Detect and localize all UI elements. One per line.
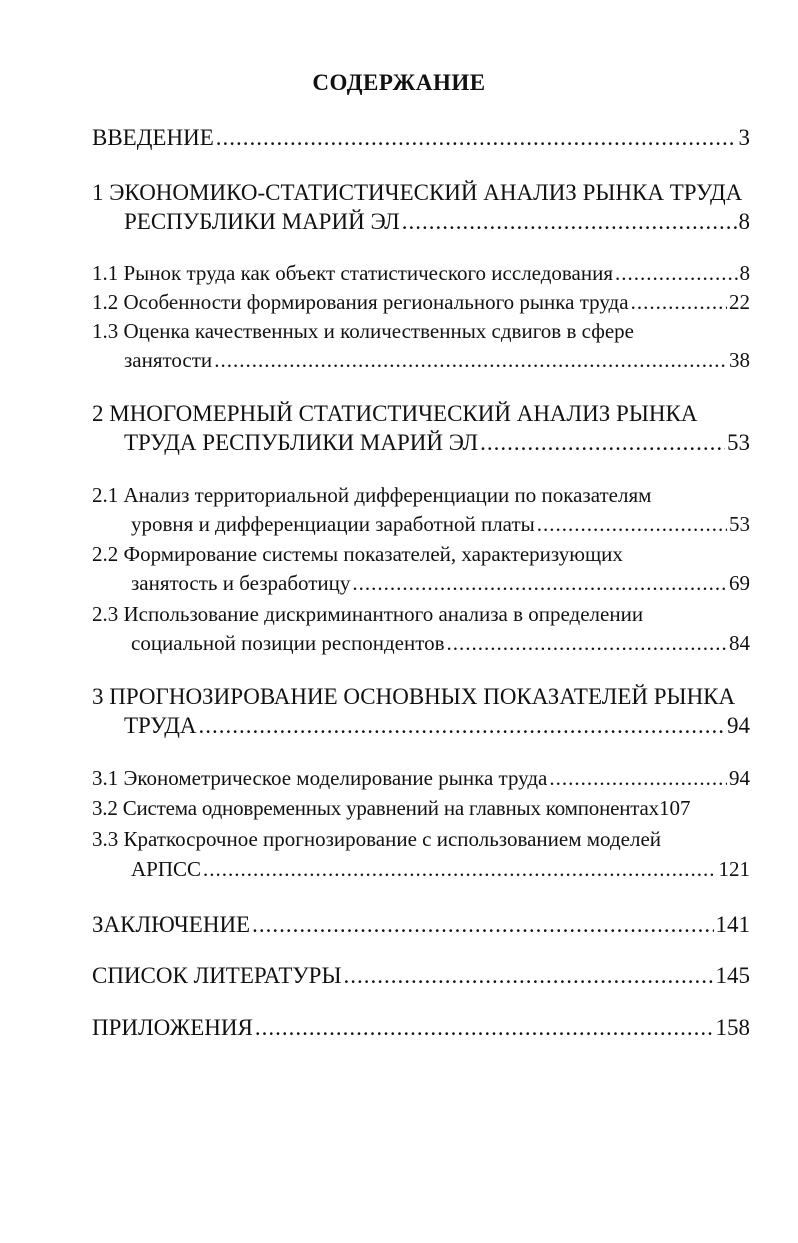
- leader-dots: [216, 126, 737, 149]
- toc-entry-intro[interactable]: [92, 126, 750, 149]
- toc-section-2-2-title[interactable]: 2.2 Формирование системы показателей, характеризующих: [92, 542, 623, 566]
- toc-entry-label: ТРУДА РЕСПУБЛИКИ МАРИЙ ЭЛ: [124, 430, 479, 455]
- leader-dots: [344, 964, 714, 987]
- toc-page-number: 8: [738, 209, 750, 234]
- toc-section-1-3[interactable]: [124, 350, 750, 371]
- leader-dots: [199, 714, 725, 737]
- toc-entry-appendix[interactable]: [92, 1016, 750, 1039]
- toc-section-2-1[interactable]: [131, 514, 750, 535]
- toc-entry-label: 3.2 Система одновременных уравнений на главных компонентах: [92, 796, 659, 820]
- toc-entry-label: АРПСС: [131, 857, 202, 881]
- toc-chapter-3[interactable]: [124, 714, 750, 737]
- toc-page-number: 107: [658, 796, 691, 820]
- toc-page-number: 141: [715, 912, 750, 937]
- toc-entry-label: 3.1 Эконометрическое моделирование рынка труда: [92, 766, 548, 790]
- leader-dots: [203, 859, 716, 880]
- toc-page-number: 22: [729, 290, 750, 314]
- toc-page-number: 94: [727, 713, 750, 738]
- toc-section-3-2[interactable]: [92, 798, 750, 819]
- leader-dots: [537, 514, 727, 535]
- toc-section-2-2[interactable]: [131, 573, 750, 594]
- leader-dots: [402, 210, 737, 233]
- leader-dots: [615, 263, 738, 284]
- leader-dots: [549, 768, 727, 789]
- toc-section-2-3[interactable]: [131, 633, 750, 654]
- toc-entry-label: 1.2 Особенности формирования регионального рынка труда: [92, 290, 629, 314]
- toc-chapter-1-title[interactable]: 1 ЭКОНОМИКО-СТАТИСТИЧЕСКИЙ АНАЛИЗ РЫНКА ТРУДА: [92, 180, 743, 205]
- toc-chapter-1[interactable]: [124, 210, 750, 233]
- toc-entry-label: ВВЕДЕНИЕ: [92, 125, 214, 150]
- toc-entry-label: ПРИЛОЖЕНИЯ: [92, 1015, 253, 1040]
- toc-page-number: 53: [727, 430, 750, 455]
- toc-entry-label: СПИСОК ЛИТЕРАТУРЫ: [92, 963, 342, 988]
- leader-dots: [631, 292, 727, 313]
- toc-page-number: 38: [729, 348, 750, 372]
- leader-dots: [252, 913, 713, 936]
- toc-chapter-3-title[interactable]: 3 ПРОГНОЗИРОВАНИЕ ОСНОВНЫХ ПОКАЗАТЕЛЕЙ РЫНКА: [92, 684, 736, 709]
- toc-section-3-1[interactable]: [92, 768, 750, 789]
- toc-page-number: 121: [718, 857, 750, 881]
- toc-entry-conclusion[interactable]: [92, 913, 750, 936]
- leader-dots: [352, 573, 727, 594]
- toc-entry-label: уровня и дифференциации заработной платы: [131, 512, 535, 536]
- toc-entry-label: занятости: [124, 348, 213, 372]
- toc-entry-label: социальной позиции респондентов: [131, 631, 445, 655]
- toc-section-2-1-title[interactable]: 2.1 Анализ территориальной дифференциации по показателям: [92, 483, 652, 507]
- toc-chapter-2[interactable]: [124, 431, 750, 454]
- leader-dots: [255, 1016, 714, 1039]
- toc-entry-label: ЗАКЛЮЧЕНИЕ: [92, 912, 251, 937]
- leader-dots: [480, 431, 725, 454]
- toc-page-number: 84: [729, 631, 750, 655]
- toc-section-3-3-title[interactable]: 3.3 Краткосрочное прогнозирование с использованием моделей: [92, 827, 661, 851]
- leader-dots: [214, 350, 727, 371]
- toc-title: СОДЕРЖАНИЕ: [312, 70, 486, 95]
- toc-section-1-2[interactable]: [92, 292, 750, 313]
- toc-section-1-3-title[interactable]: 1.3 Оценка качественных и количественных сдвигов в сфере: [92, 319, 634, 343]
- toc-page-number: 53: [729, 512, 750, 536]
- toc-page-number: 94: [729, 766, 750, 790]
- toc-section-2-3-title[interactable]: 2.3 Использование дискриминантного анализа в определении: [92, 602, 644, 626]
- toc-section-1-1[interactable]: [92, 263, 750, 284]
- toc-page-number: 8: [739, 261, 750, 285]
- toc-chapter-2-title[interactable]: 2 МНОГОМЕРНЫЙ СТАТИСТИЧЕСКИЙ АНАЛИЗ РЫНКА: [92, 401, 698, 426]
- toc-page-number: 145: [715, 963, 750, 988]
- toc-section-3-3[interactable]: [131, 859, 750, 880]
- toc-page-number: 3: [738, 125, 750, 150]
- toc-entry-label: 1.1 Рынок труда как объект статистического исследования: [92, 261, 613, 285]
- toc-page-number: 158: [715, 1015, 750, 1040]
- leader-dots: [447, 633, 727, 654]
- toc-entry-references[interactable]: [92, 964, 750, 987]
- toc-entry-label: РЕСПУБЛИКИ МАРИЙ ЭЛ: [124, 209, 400, 234]
- toc-page-number: 69: [729, 571, 750, 595]
- toc-entry-label: занятость и безработицу: [131, 571, 351, 595]
- toc-entry-label: ТРУДА: [124, 713, 197, 738]
